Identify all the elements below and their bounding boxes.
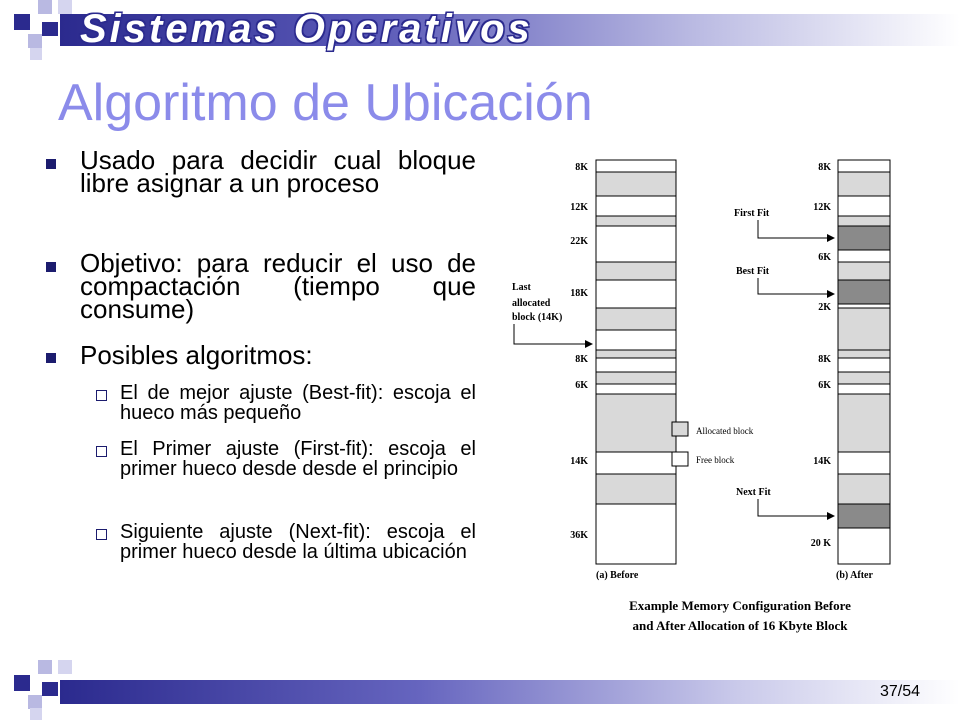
deco-square [30, 48, 42, 60]
last-allocated-label: allocated [512, 298, 551, 309]
free-block [838, 358, 890, 372]
allocated-block [838, 394, 890, 452]
allocated-block [838, 474, 890, 504]
before-caption: (a) Before [596, 570, 639, 581]
bullet-marker [46, 262, 56, 272]
last-allocated-label: Last [512, 282, 531, 293]
deco-square [38, 0, 52, 14]
after-memory-column [838, 160, 890, 564]
new-allocated-block [838, 280, 890, 304]
best-fit-arrow [758, 278, 834, 294]
allocated-block [838, 262, 890, 280]
legend-allocated-label: Allocated block [696, 426, 754, 436]
legend-free-label: Free block [696, 455, 735, 465]
allocated-block [838, 372, 890, 384]
sub-bullet-marker [96, 446, 107, 457]
new-allocated-block [838, 226, 890, 250]
figure-caption-line2: and After Allocation of 16 Kbyte Block [632, 618, 848, 633]
allocated-block [596, 172, 676, 196]
next-fit-arrow [758, 499, 834, 516]
allocated-block [838, 308, 890, 350]
free-block [596, 226, 676, 262]
allocated-block [838, 216, 890, 226]
free-block [596, 384, 676, 394]
bullet-marker [46, 353, 56, 363]
free-block [838, 250, 890, 262]
sub-bullet-text: Siguiente ajuste (Next-fit): escoja el primer hueco desde la última ubicación [120, 521, 476, 563]
after-size-label: 8K [818, 354, 831, 365]
first-fit-label: First Fit [734, 208, 770, 219]
free-block [838, 452, 890, 474]
deco-square [28, 695, 42, 709]
memory-diagram [500, 150, 920, 640]
before-size-label: 22K [570, 236, 588, 247]
after-size-label: 14K [813, 456, 831, 467]
figure-caption-line1: Example Memory Configuration Before [629, 598, 851, 613]
before-size-label: 8K [575, 162, 588, 173]
allocated-block [838, 172, 890, 196]
allocated-block [596, 394, 676, 452]
last-allocated-label: block (14K) [512, 312, 563, 323]
allocated-block [596, 372, 676, 384]
before-size-label: 6K [575, 380, 588, 391]
allocated-block [596, 216, 676, 226]
before-size-label: 18K [570, 288, 588, 299]
bullet-marker [46, 159, 56, 169]
free-block [596, 330, 676, 350]
free-block [838, 160, 890, 172]
before-memory-column [596, 160, 676, 564]
after-caption: (b) After [836, 570, 873, 581]
before-size-label: 12K [570, 202, 588, 213]
deco-square [14, 14, 30, 30]
allocated-block [596, 350, 676, 358]
free-block [838, 528, 890, 564]
new-allocated-block [838, 504, 890, 528]
footer-band [60, 680, 960, 704]
after-size-label: 2K [818, 302, 831, 313]
sub-bullet-text: El Primer ajuste (First-fit): escoja el primer hueco desde desde el principio [120, 438, 476, 480]
before-size-label: 36K [570, 530, 588, 541]
before-size-label: 8K [575, 354, 588, 365]
last-allocated-arrow [514, 324, 592, 344]
allocated-block [838, 350, 890, 358]
sub-bullet-marker [96, 529, 107, 540]
deco-square [38, 660, 52, 674]
slide-title: Algoritmo de Ubicación [58, 74, 593, 132]
first-fit-arrow [758, 220, 834, 238]
bullet-text: Objetivo: para reducir el uso de compactación (tiempo que consume) [80, 248, 476, 324]
bullet-text: Usado para decidir cual bloque libre asignar a un proceso [80, 145, 476, 198]
free-block [596, 280, 676, 308]
allocated-block [596, 474, 676, 504]
legend-free-swatch [672, 452, 688, 466]
deco-square [42, 22, 58, 36]
deco-square [14, 675, 30, 691]
free-block [838, 384, 890, 394]
deco-square [30, 708, 42, 720]
deco-square [28, 34, 42, 48]
before-size-label: 14K [570, 456, 588, 467]
after-size-label: 6K [818, 252, 831, 263]
after-size-label: 8K [818, 162, 831, 173]
deco-square [42, 682, 58, 696]
sub-bullet-text: El de mejor ajuste (Best-fit): escoja el hueco más pequeño [120, 382, 476, 424]
next-fit-label: Next Fit [736, 487, 771, 498]
free-block [596, 452, 676, 474]
allocated-block [596, 308, 676, 330]
allocated-block [596, 262, 676, 280]
page-number: 37/54 [880, 683, 921, 700]
free-block [596, 358, 676, 372]
free-block [838, 304, 890, 308]
legend-allocated-swatch [672, 422, 688, 436]
deco-square [58, 660, 72, 674]
after-size-label: 12K [813, 202, 831, 213]
free-block [596, 504, 676, 564]
best-fit-label: Best Fit [736, 266, 770, 277]
after-size-label: 20 K [810, 538, 831, 549]
bullet-text: Posibles algoritmos: [80, 340, 313, 370]
deco-square [58, 0, 72, 14]
free-block [596, 196, 676, 216]
free-block [838, 196, 890, 216]
sub-bullet-marker [96, 390, 107, 401]
course-title: Sistemas Operativos [80, 7, 533, 51]
after-size-label: 6K [818, 380, 831, 391]
free-block [596, 160, 676, 172]
